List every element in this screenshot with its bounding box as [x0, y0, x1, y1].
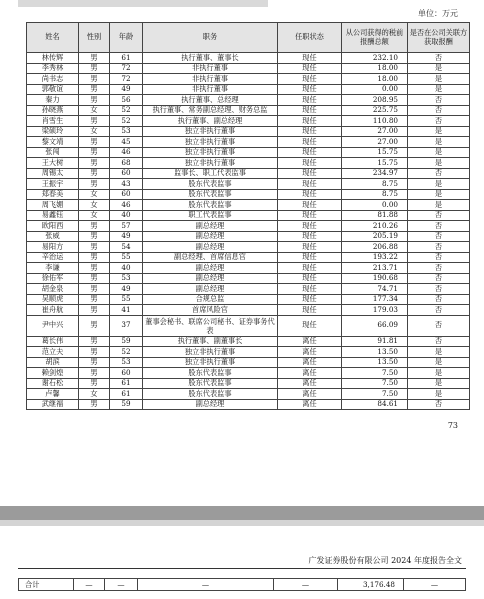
cell-duty: 独立非执行董事 — [143, 137, 278, 148]
cell-status: 现任 — [278, 189, 342, 200]
cell-age: 49 — [110, 231, 143, 242]
cell-name: 秦力 — [27, 95, 79, 106]
cell-name: 谢石松 — [27, 378, 79, 389]
cell-related: 否 — [408, 305, 470, 316]
table-row — [27, 210, 470, 221]
cell-related: 否 — [408, 273, 470, 284]
cell-duty: 独立非执行董事 — [143, 126, 278, 137]
cell-duty: 副总经理 — [143, 284, 278, 295]
cell-sex: 男 — [79, 179, 110, 190]
cell-pay: 0.00 — [342, 200, 408, 211]
table-row — [27, 294, 470, 305]
cell-duty: 副总经理 — [143, 231, 278, 242]
cell-pay: 193.22 — [342, 252, 408, 263]
header-sex: 性别 — [79, 23, 110, 53]
cell-pay: 13.50 — [342, 347, 408, 358]
cell-sex: 男 — [79, 95, 110, 106]
cell-age: 55 — [110, 252, 143, 263]
cell-related: 否 — [408, 53, 470, 64]
cell-related: 是 — [408, 147, 470, 158]
cell-duty: 股东代表监事 — [143, 368, 278, 379]
cell-name: 郑春美 — [27, 189, 79, 200]
cell-name: 孙晓燕 — [27, 105, 79, 116]
cell-age: 40 — [110, 210, 143, 221]
cell-status: 现任 — [278, 95, 342, 106]
cell-pay: 213.71 — [342, 263, 408, 274]
cell-age: 52 — [110, 347, 143, 358]
cell-status: 离任 — [278, 368, 342, 379]
cell-status: 离任 — [278, 336, 342, 347]
cell-name: 欧阳西 — [27, 221, 79, 232]
cell-related: 否 — [408, 294, 470, 305]
cell-pay: 8.75 — [342, 179, 408, 190]
cell-age: 46 — [110, 200, 143, 211]
cell-pay: 13.50 — [342, 357, 408, 368]
table-row — [27, 242, 470, 253]
cell-age: 60 — [110, 368, 143, 379]
cell-sex: 女 — [79, 126, 110, 137]
cell-status: 现任 — [278, 63, 342, 74]
table-row — [27, 63, 470, 74]
table-row — [27, 105, 470, 116]
total-pay: 3,176.48 — [338, 579, 404, 591]
cell-name: 吴顺虎 — [27, 294, 79, 305]
cell-sex: 男 — [79, 273, 110, 284]
cell-name: 王振宇 — [27, 179, 79, 190]
table-row — [27, 368, 470, 379]
cell-age: 49 — [110, 84, 143, 95]
cell-sex: 女 — [79, 189, 110, 200]
cell-pay: 18.00 — [342, 74, 408, 85]
cell-age: 49 — [110, 284, 143, 295]
cell-related: 否 — [408, 210, 470, 221]
cell-sex: 女 — [79, 389, 110, 400]
cell-status: 现任 — [278, 315, 342, 336]
cell-name: 易鑫钰 — [27, 210, 79, 221]
cell-sex: 男 — [79, 305, 110, 316]
table-row — [27, 137, 470, 148]
total-cell-related: — — [404, 579, 466, 591]
cell-duty: 职工代表监事 — [143, 210, 278, 221]
cell-duty: 非执行董事 — [143, 63, 278, 74]
cell-age: 56 — [110, 95, 143, 106]
cell-status: 离任 — [278, 389, 342, 400]
cell-sex: 女 — [79, 210, 110, 221]
cell-sex: 男 — [79, 116, 110, 127]
cell-age: 57 — [110, 221, 143, 232]
cell-related: 否 — [408, 263, 470, 274]
cell-sex: 男 — [79, 368, 110, 379]
cell-age: 61 — [110, 389, 143, 400]
cell-name: 尚书志 — [27, 74, 79, 85]
table-row — [27, 158, 470, 169]
table-row — [27, 116, 470, 127]
compensation-table — [26, 22, 470, 410]
header-status: 任职状态 — [278, 23, 342, 53]
cell-name: 黎文靖 — [27, 137, 79, 148]
cell-age: 72 — [110, 63, 143, 74]
cell-related: 否 — [408, 252, 470, 263]
cell-sex: 男 — [79, 147, 110, 158]
cell-sex: 男 — [79, 284, 110, 295]
table-row — [27, 84, 470, 95]
cell-duty: 首席风险官 — [143, 305, 278, 316]
cell-related: 否 — [408, 168, 470, 179]
cell-related: 是 — [408, 389, 470, 400]
cell-sex: 男 — [79, 53, 110, 64]
cell-pay: 27.00 — [342, 137, 408, 148]
cell-sex: 男 — [79, 231, 110, 242]
cell-duty: 执行董事、常务副总经理、财务总监 — [143, 105, 278, 116]
cell-sex: 男 — [79, 168, 110, 179]
cell-duty: 执行董事、副董事长 — [143, 336, 278, 347]
cell-pay: 15.75 — [342, 147, 408, 158]
cell-name: 辛治运 — [27, 252, 79, 263]
cell-duty: 独立非执行董事 — [143, 357, 278, 368]
cell-age: 72 — [110, 74, 143, 85]
cell-status: 离任 — [278, 378, 342, 389]
cell-age: 59 — [110, 399, 143, 410]
cell-duty: 副总经理 — [143, 242, 278, 253]
cell-sex: 男 — [79, 242, 110, 253]
cell-pay: 205.19 — [342, 231, 408, 242]
cell-duty: 独立非执行董事 — [143, 158, 278, 169]
cell-status: 现任 — [278, 273, 342, 284]
cell-age: 43 — [110, 179, 143, 190]
cell-status: 现任 — [278, 294, 342, 305]
cell-related: 否 — [408, 95, 470, 106]
cell-sex: 男 — [79, 263, 110, 274]
cell-name: 武继福 — [27, 399, 79, 410]
cell-sex: 女 — [79, 105, 110, 116]
cell-age: 61 — [110, 378, 143, 389]
cell-name: 周飞媚 — [27, 200, 79, 211]
cell-status: 现任 — [278, 74, 342, 85]
cell-status: 现任 — [278, 126, 342, 137]
cell-duty: 董事会秘书、联席公司秘书、证券事务代表 — [143, 315, 278, 336]
cell-related: 否 — [408, 336, 470, 347]
cell-duty: 股东代表监事 — [143, 179, 278, 190]
report-header: 广发证券股份有限公司 2024 年度报告全文 — [308, 556, 462, 565]
cell-related: 是 — [408, 200, 470, 211]
cell-duty: 独立非执行董事 — [143, 347, 278, 358]
cell-related: 否 — [408, 105, 470, 116]
header-duty: 职务 — [143, 23, 278, 53]
cell-related: 否 — [408, 399, 470, 410]
total-row — [19, 579, 466, 591]
total-cell-age: — — [105, 579, 138, 591]
table-row — [27, 168, 470, 179]
cell-related: 是 — [408, 378, 470, 389]
cell-status: 现任 — [278, 263, 342, 274]
cell-name: 张威 — [27, 231, 79, 242]
table-row — [27, 357, 470, 368]
cell-pay: 234.97 — [342, 168, 408, 179]
cell-pay: 177.34 — [342, 294, 408, 305]
cell-sex: 男 — [79, 315, 110, 336]
table-row — [27, 252, 470, 263]
cell-pay: 74.71 — [342, 284, 408, 295]
cell-name: 王大树 — [27, 158, 79, 169]
cell-sex: 男 — [79, 63, 110, 74]
table-row — [27, 399, 470, 410]
cell-status: 现任 — [278, 210, 342, 221]
cell-status: 现任 — [278, 252, 342, 263]
cell-pay: 190.68 — [342, 273, 408, 284]
cell-pay: 179.03 — [342, 305, 408, 316]
cut-off-heading-line — [18, 0, 268, 7]
total-label: 合计 — [19, 579, 74, 591]
cell-related: 是 — [408, 347, 470, 358]
header-related: 是否在公司关联方获取报酬 — [408, 23, 470, 53]
cell-status: 现任 — [278, 231, 342, 242]
cell-sex: 男 — [79, 294, 110, 305]
cell-duty: 监事长、职工代表监事 — [143, 168, 278, 179]
cell-sex: 男 — [79, 399, 110, 410]
table-row — [27, 179, 470, 190]
cell-name: 张闯 — [27, 147, 79, 158]
table-row — [27, 378, 470, 389]
table-row — [27, 221, 470, 232]
cell-pay: 8.75 — [342, 189, 408, 200]
cell-pay: 18.00 — [342, 63, 408, 74]
cell-status: 离任 — [278, 399, 342, 410]
cell-age: 59 — [110, 336, 143, 347]
cell-sex: 男 — [79, 336, 110, 347]
table-row — [27, 305, 470, 316]
cell-age: 54 — [110, 242, 143, 253]
cell-status: 现任 — [278, 116, 342, 127]
cell-sex: 男 — [79, 74, 110, 85]
cell-age: 40 — [110, 263, 143, 274]
cell-status: 现任 — [278, 305, 342, 316]
table-row — [27, 126, 470, 137]
cell-sex: 男 — [79, 347, 110, 358]
cell-status: 现任 — [278, 200, 342, 211]
cell-pay: 81.88 — [342, 210, 408, 221]
cell-pay: 0.00 — [342, 84, 408, 95]
cell-status: 现任 — [278, 53, 342, 64]
cell-age: 41 — [110, 305, 143, 316]
cell-sex: 男 — [79, 252, 110, 263]
cell-status: 现任 — [278, 284, 342, 295]
cell-duty: 副总经理 — [143, 221, 278, 232]
cell-status: 现任 — [278, 168, 342, 179]
cell-duty: 执行董事、副总经理 — [143, 116, 278, 127]
cell-name: 胡金泉 — [27, 284, 79, 295]
cell-status: 现任 — [278, 147, 342, 158]
cell-name: 崔舟航 — [27, 305, 79, 316]
table-row — [27, 315, 470, 336]
cell-name: 赖剑煌 — [27, 368, 79, 379]
cell-age: 52 — [110, 116, 143, 127]
cell-duty: 股东代表监事 — [143, 200, 278, 211]
cell-age: 61 — [110, 53, 143, 64]
cell-related: 是 — [408, 189, 470, 200]
cell-age: 53 — [110, 357, 143, 368]
cell-related: 是 — [408, 126, 470, 137]
cell-status: 现任 — [278, 179, 342, 190]
cell-sex: 男 — [79, 84, 110, 95]
header-age: 年龄 — [110, 23, 143, 53]
cell-related: 否 — [408, 315, 470, 336]
header-name: 姓名 — [27, 23, 79, 53]
cell-name: 林传辉 — [27, 53, 79, 64]
cell-status: 现任 — [278, 105, 342, 116]
header-pay: 从公司获得的税前报酬总额 — [342, 23, 408, 53]
cell-status: 现任 — [278, 84, 342, 95]
cell-pay: 84.61 — [342, 399, 408, 410]
total-cell-duty: — — [138, 579, 274, 591]
cell-name: 葛长伟 — [27, 336, 79, 347]
cell-name: 周锡太 — [27, 168, 79, 179]
cell-status: 现任 — [278, 137, 342, 148]
cell-pay: 110.80 — [342, 116, 408, 127]
cell-name: 郭敬谊 — [27, 84, 79, 95]
table-row — [27, 284, 470, 295]
cell-pay: 232.10 — [342, 53, 408, 64]
cell-duty: 副总经理 — [143, 263, 278, 274]
cell-sex: 女 — [79, 200, 110, 211]
cell-name: 范立夫 — [27, 347, 79, 358]
cell-age: 68 — [110, 158, 143, 169]
total-cell-status: — — [274, 579, 338, 591]
cell-duty: 非执行董事 — [143, 74, 278, 85]
cell-age: 45 — [110, 137, 143, 148]
cell-pay: 206.88 — [342, 242, 408, 253]
cell-status: 离任 — [278, 347, 342, 358]
table-row — [27, 95, 470, 106]
cell-name: 梁硕玲 — [27, 126, 79, 137]
cell-related: 否 — [408, 284, 470, 295]
cell-age: 55 — [110, 294, 143, 305]
cell-age: 53 — [110, 273, 143, 284]
cell-age: 53 — [110, 126, 143, 137]
cell-sex: 男 — [79, 378, 110, 389]
cell-status: 现任 — [278, 221, 342, 232]
total-table — [18, 578, 466, 591]
cell-age: 60 — [110, 189, 143, 200]
cell-duty: 非执行董事 — [143, 84, 278, 95]
cell-name: 李谦 — [27, 263, 79, 274]
cell-name: 徐佑军 — [27, 273, 79, 284]
cell-status: 现任 — [278, 158, 342, 169]
cell-age: 52 — [110, 105, 143, 116]
cell-duty: 副总经理 — [143, 273, 278, 284]
cell-name: 易阳方 — [27, 242, 79, 253]
page-number: 73 — [447, 421, 458, 430]
cell-pay: 7.50 — [342, 378, 408, 389]
unit-label: 单位：万元 — [418, 9, 458, 18]
cell-related: 是 — [408, 63, 470, 74]
cell-pay: 7.50 — [342, 368, 408, 379]
cell-related: 是 — [408, 179, 470, 190]
cell-duty: 副总经理 — [143, 399, 278, 410]
page-gap — [0, 506, 484, 520]
table-row — [27, 189, 470, 200]
cell-sex: 男 — [79, 158, 110, 169]
cell-pay: 7.50 — [342, 389, 408, 400]
cell-age: 46 — [110, 147, 143, 158]
cell-related: 否 — [408, 231, 470, 242]
cell-name: 肖雪生 — [27, 116, 79, 127]
table-row — [27, 53, 470, 64]
table-header-row — [27, 23, 470, 53]
cell-name: 卢馨 — [27, 389, 79, 400]
cell-age: 60 — [110, 168, 143, 179]
table-row — [27, 147, 470, 158]
table-row — [27, 273, 470, 284]
cell-status: 现任 — [278, 242, 342, 253]
total-cell-sex: — — [74, 579, 105, 591]
annual-report-page-74 — [0, 526, 484, 599]
cell-related: 是 — [408, 368, 470, 379]
cell-duty: 执行董事、董事长 — [143, 53, 278, 64]
cell-related: 否 — [408, 221, 470, 232]
cell-related: 否 — [408, 242, 470, 253]
cell-name: 尹中兴 — [27, 315, 79, 336]
cell-duty: 合规总监 — [143, 294, 278, 305]
table-row — [27, 200, 470, 211]
cell-related: 是 — [408, 357, 470, 368]
cell-name: 胡滨 — [27, 357, 79, 368]
table-row — [27, 231, 470, 242]
cell-related: 否 — [408, 116, 470, 127]
cell-duty: 副总经理、首席信息官 — [143, 252, 278, 263]
cell-related: 是 — [408, 84, 470, 95]
cell-pay: 66.09 — [342, 315, 408, 336]
cell-sex: 男 — [79, 221, 110, 232]
cell-duty: 股东代表监事 — [143, 389, 278, 400]
cell-age: 37 — [110, 315, 143, 336]
cell-sex: 男 — [79, 137, 110, 148]
cell-pay: 27.00 — [342, 126, 408, 137]
table-row — [27, 347, 470, 358]
header-rule — [18, 568, 466, 569]
cell-name: 李秀林 — [27, 63, 79, 74]
cell-pay: 210.26 — [342, 221, 408, 232]
table-row — [27, 336, 470, 347]
cell-duty: 独立非执行董事 — [143, 147, 278, 158]
cell-duty: 股东代表监事 — [143, 189, 278, 200]
table-row — [27, 263, 470, 274]
table-row — [27, 389, 470, 400]
cell-related: 是 — [408, 137, 470, 148]
cell-pay: 208.95 — [342, 95, 408, 106]
cell-sex: 男 — [79, 357, 110, 368]
cell-related: 是 — [408, 74, 470, 85]
cell-pay: 225.75 — [342, 105, 408, 116]
cell-pay: 91.81 — [342, 336, 408, 347]
cell-duty: 执行董事、总经理 — [143, 95, 278, 106]
cell-status: 离任 — [278, 357, 342, 368]
cell-duty: 股东代表监事 — [143, 378, 278, 389]
table-row — [27, 74, 470, 85]
cell-pay: 15.75 — [342, 158, 408, 169]
cell-related: 是 — [408, 158, 470, 169]
